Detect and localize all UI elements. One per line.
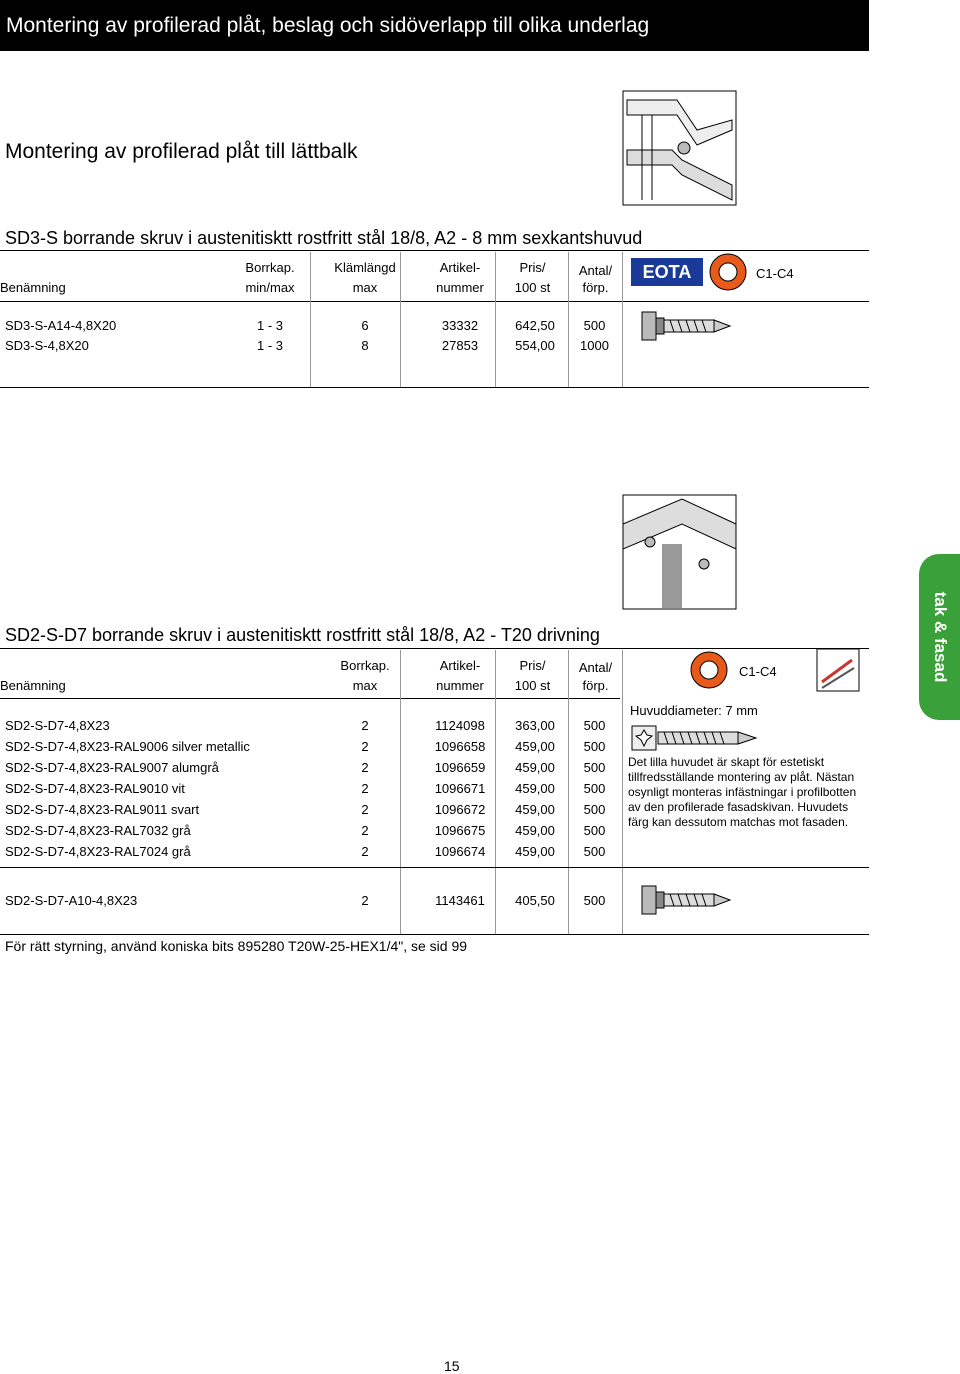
table-row-article: 1096672	[434, 802, 486, 817]
col-header-clamp-bottom: max	[352, 280, 378, 295]
table-row-qty: 500	[583, 760, 606, 775]
table-row	[0, 760, 620, 781]
page-number: 15	[444, 1358, 460, 1374]
table-top-rule	[0, 648, 869, 649]
table-row	[0, 739, 620, 760]
table-row-drill: 1 - 3	[256, 318, 283, 333]
col-header-article-bottom: nummer	[436, 280, 484, 295]
product-table	[0, 718, 620, 865]
table-row-qty: 500	[583, 802, 606, 817]
table-row-name: SD2-S-D7-4,8X23-RAL9007 alumgrå	[5, 760, 219, 775]
table-row-qty: 500	[583, 893, 606, 908]
table-row-article: 1096659	[434, 760, 486, 775]
col-header-price-bottom: 100 st	[514, 280, 551, 295]
section-tab-label: tak & fasad	[930, 591, 950, 683]
table-row-drill: 2	[361, 823, 369, 838]
table-row-name: SD2-S-D7-A10-4,8X23	[5, 893, 138, 908]
table-row-article: 1143461	[435, 893, 485, 908]
col-header-name: Benämning	[0, 678, 66, 693]
col-header-clamp-top: Klämlängd	[334, 260, 396, 275]
table-row-article: 1124098	[435, 718, 485, 733]
col-header-price-bottom: 100 st	[514, 678, 551, 693]
table-row-drill: 2	[361, 739, 369, 754]
col-header-qty-bottom: förp.	[582, 678, 609, 693]
col-header-drill-bottom: min/max	[245, 280, 295, 295]
corrosion-class-label: C1-C4	[756, 266, 794, 281]
table-row-clamp: 6	[361, 318, 369, 333]
quality-seal-icon	[707, 253, 749, 291]
table-row-qty: 500	[583, 823, 606, 838]
table-row-drill: 2	[361, 718, 369, 733]
col-header-name: Benämning	[0, 280, 66, 295]
table-row-price: 363,00	[515, 718, 555, 733]
table-row-name: SD2-S-D7-4,8X23-RAL9010 vit	[5, 781, 185, 796]
table-row-drill: 2	[361, 844, 369, 859]
col-header-qty-top: Antal/	[578, 263, 613, 278]
col-divider	[622, 650, 623, 935]
table-row	[0, 844, 620, 865]
table-row-price: 405,50	[515, 893, 555, 908]
table-row-drill: 1 - 3	[256, 338, 283, 353]
table-row-article: 27853	[441, 338, 479, 353]
col-divider	[310, 252, 311, 387]
table-row-name: SD2-S-D7-4,8X23	[5, 718, 110, 733]
table-row-drill: 2	[361, 760, 369, 775]
table-row-price: 459,00	[515, 823, 555, 838]
hex-screw-icon	[640, 880, 735, 920]
product-title: SD3-S borrande skruv i austenitisktt rostfritt stål 18/8, A2 - 8 mm sexkantshuvud	[5, 228, 643, 248]
header-rule	[0, 698, 620, 699]
table-row-price: 459,00	[515, 802, 555, 817]
col-divider	[622, 252, 623, 387]
head-diameter-label: Huvuddiameter: 7 mm	[630, 703, 758, 718]
col-header-drill-bottom: max	[352, 678, 378, 693]
col-header-qty-bottom: förp.	[582, 280, 609, 295]
table-row-drill: 2	[361, 893, 369, 908]
table-row	[0, 802, 620, 823]
table-row	[0, 718, 620, 739]
table-row-price: 642,50	[515, 318, 555, 333]
table-row-drill: 2	[361, 781, 369, 796]
table-row-qty: 1000	[580, 338, 609, 353]
corrosion-class-label: C1-C4	[739, 664, 777, 679]
page-title: Montering av profilerad plåt, beslag och sidöverlapp till olika underlag	[0, 0, 869, 51]
roof-profile-illustration	[622, 90, 737, 206]
table-row-article: 1096674	[434, 844, 486, 859]
product-note: Det lilla huvudet är skapt för estetiskt tillfredsställande montering av plåt. Nästan osynligt monteras infästningar i profilbotten av den profilerade fasadskivan. Huvudets färg kan dessutom matchas mot fasaden.	[628, 755, 857, 829]
table-row-name: SD2-S-D7-4,8X23-RAL7032 grå	[5, 823, 191, 838]
col-header-article-top: Artikel-	[439, 658, 481, 673]
col-header-drill-top: Borrkap.	[245, 260, 295, 275]
product-title: SD2-S-D7 borrande skruv i austenitisktt rostfritt stål 18/8, A2 - T20 drivning	[5, 625, 600, 645]
section-tab-tak-fasad[interactable]	[919, 554, 960, 720]
table-row-qty: 500	[583, 781, 606, 796]
table-row-price: 554,00	[515, 338, 555, 353]
table-row-qty: 500	[583, 718, 606, 733]
table-row-drill: 2	[361, 802, 369, 817]
table-row-article: 1096658	[434, 739, 486, 754]
table-row-price: 459,00	[515, 739, 555, 754]
table-row-name: SD3-S-4,8X20	[5, 338, 89, 353]
col-header-article-top: Artikel-	[439, 260, 481, 275]
table-row-name: SD2-S-D7-4,8X23-RAL9011 svart	[5, 802, 200, 817]
table-row-price: 459,00	[515, 781, 555, 796]
hex-screw-icon	[640, 306, 735, 346]
quality-seal-icon	[688, 651, 730, 689]
section-heading: Montering av profilerad plåt till lättbalk	[5, 140, 358, 163]
header-rule	[0, 301, 869, 302]
table-row-name: SD3-S-A14-4,8X20	[5, 318, 117, 333]
table-row	[0, 823, 620, 844]
table-row-name: SD2-S-D7-4,8X23-RAL9006 silver metallic	[5, 739, 250, 754]
table-bottom-rule	[0, 387, 869, 388]
col-header-price-top: Pris/	[519, 658, 546, 673]
col-header-article-bottom: nummer	[436, 678, 484, 693]
table-bottom-rule	[0, 934, 869, 935]
footer-note: För rätt styrning, använd koniska bits 895280 T20W-25-HEX1/4", se sid 99	[5, 938, 468, 954]
table-row-qty: 500	[583, 739, 606, 754]
t20-screw-icon	[630, 722, 760, 754]
table-row-qty: 500	[583, 844, 606, 859]
table-row-price: 459,00	[515, 760, 555, 775]
table-row-article: 33332	[441, 318, 479, 333]
eota-logo: EOTA	[631, 258, 703, 286]
table-row-article: 1096671	[434, 781, 486, 796]
screw-detail-icon	[816, 648, 860, 692]
table-row-article: 1096675	[434, 823, 486, 838]
table-top-rule	[0, 250, 869, 251]
table-row-qty: 500	[583, 318, 606, 333]
table-row-price: 459,00	[515, 844, 555, 859]
col-header-price-top: Pris/	[519, 260, 546, 275]
table-row	[0, 781, 620, 802]
table-row-name: SD2-S-D7-4,8X23-RAL7024 grå	[5, 844, 191, 859]
table-row-clamp: 8	[361, 338, 369, 353]
col-header-qty-top: Antal/	[578, 660, 613, 675]
row-separator	[0, 867, 869, 868]
facade-profile-illustration	[622, 494, 737, 610]
col-header-drill-top: Borrkap.	[340, 658, 390, 673]
